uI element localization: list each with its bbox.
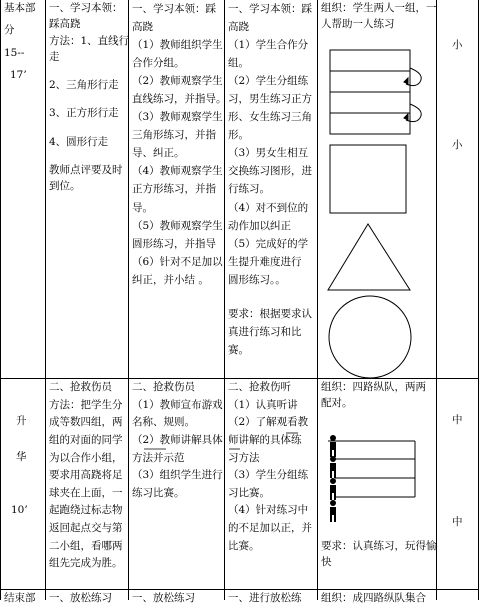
content-line: 高跷 xyxy=(228,21,249,34)
content-line: 一、学习本领： xyxy=(49,2,123,14)
intensity-label: 小 xyxy=(452,139,463,151)
content-line: 动作加以纠正 xyxy=(228,219,291,232)
teaching-content-game xyxy=(49,379,123,573)
section-label: 基本部 xyxy=(4,2,36,14)
student-activities-game xyxy=(228,379,312,555)
content-line: 3、正方形行走 xyxy=(49,107,119,120)
content-line: 组织：学生两人一组，一 xyxy=(321,2,437,14)
section-label: 结束部 xyxy=(4,592,36,604)
content-line: 习方法 xyxy=(228,451,260,464)
content-line: （1）认真听讲 xyxy=(228,398,298,411)
content-line: 2、三角形行走 xyxy=(49,79,119,92)
content-line: 成等数四组，两 xyxy=(49,416,123,429)
content-line: 组织：四路纵队，两两 xyxy=(321,381,426,393)
content-line: 行练习。 xyxy=(228,183,270,196)
content-line: 人帮助一人练习 xyxy=(321,18,395,31)
content-line: （1）教师组织学生 xyxy=(132,39,223,52)
student-figure-icon xyxy=(330,478,336,500)
intensity-label: 中 xyxy=(452,414,463,426)
student-figure-icon xyxy=(330,456,336,478)
student-figure-icon xyxy=(330,500,336,522)
section-name-upgrade xyxy=(11,413,28,518)
content-line: 要求：认真练习，玩得愉 xyxy=(321,540,437,552)
content-line: 二小组，看哪两 xyxy=(49,539,123,552)
content-line: 圆形练习。。 xyxy=(228,273,286,286)
content-line: （1）教师宣布游戏 xyxy=(132,398,223,411)
content-line: 起跑绕过标志物 xyxy=(49,504,123,517)
content-line: 配对。 xyxy=(321,397,353,410)
content-line: 习，男生练习正方 xyxy=(228,93,312,106)
student-activities-end xyxy=(228,590,302,606)
content-line: 名称、规则。 xyxy=(132,416,195,429)
intensity-game-2 xyxy=(452,514,463,530)
content-line: 组织：成四路纵队集合 xyxy=(321,592,426,604)
content-line: 二、抢救伤听 xyxy=(228,381,291,393)
intensity-label: 小 xyxy=(452,39,463,51)
content-line: 形、女生练习三角 xyxy=(228,111,312,124)
section-label: 升 xyxy=(16,415,27,427)
section-label: 分 xyxy=(4,24,15,37)
content-line: 合作分组。 xyxy=(132,57,185,70)
content-line: 一、进行放松练 xyxy=(228,592,302,604)
content-line: 一、放松练习 xyxy=(49,592,112,604)
square-shape-icon xyxy=(330,145,406,213)
requirements-game xyxy=(321,538,437,571)
section-time: 17’ xyxy=(10,68,27,81)
content-line: 师讲解的具体练 xyxy=(228,433,302,446)
content-line: 方法并示范 xyxy=(132,451,185,464)
content-line: 方法：把学生分 xyxy=(49,398,123,411)
content-line: 一、学习本领：踩 xyxy=(228,3,312,15)
teaching-content-end xyxy=(49,590,112,606)
content-line: （2）教师讲解具体 xyxy=(132,433,223,446)
content-line: 方法：1、直线行 xyxy=(49,34,130,47)
content-line: 的不足加以正，并 xyxy=(228,522,312,534)
content-line: 球夹在上面，一 xyxy=(49,486,123,499)
content-line: （5）教师观察学生 xyxy=(132,219,223,232)
content-line: 走 xyxy=(49,50,60,63)
content-line: 组先完成为胜。 xyxy=(49,557,123,570)
content-line: （4）针对练习中 xyxy=(228,504,309,517)
organization-end xyxy=(321,590,426,606)
content-line: 二、抢救伤员 xyxy=(49,381,112,393)
content-line: （2）教师观察学生 xyxy=(132,75,223,88)
content-line: 快 xyxy=(321,556,332,569)
content-line: 导、纠正。 xyxy=(132,147,185,160)
content-line: 正方形练习，并指 xyxy=(132,183,216,196)
content-line: 教师点评要及时 xyxy=(49,163,123,176)
content-line: （6）针对不足加以 xyxy=(132,255,223,268)
content-line: 习比赛。 xyxy=(228,486,270,499)
content-line: （4）对不到位的 xyxy=(228,201,309,214)
content-line: （5）完成好的学 xyxy=(228,237,309,250)
straight-line-lanes-diagram xyxy=(330,50,421,134)
content-line: 为以合作小组， xyxy=(49,451,123,464)
content-line: 真进行练习和比 xyxy=(228,325,302,338)
circle-shape-icon xyxy=(329,296,411,378)
content-line: 生提升难度进行 xyxy=(228,255,302,268)
content-line: 三角形练习，并指 xyxy=(132,129,216,142)
section-label: 华 xyxy=(16,451,27,464)
content-line: 高跷 xyxy=(132,21,153,34)
content-line: 二、抢救伤员 xyxy=(132,381,195,393)
content-line: 要求用高跷将足 xyxy=(49,469,123,482)
content-line: 4、圆形行走 xyxy=(49,135,109,148)
content-line: 返回起点交与第 xyxy=(49,522,123,534)
content-line: 比赛。 xyxy=(228,539,260,552)
student-figure-icon xyxy=(330,435,336,457)
content-line: 到位。 xyxy=(49,180,81,193)
content-line: 组。 xyxy=(228,57,249,70)
content-line: （2）了解观看教 xyxy=(228,416,309,429)
content-line: （3）学生分组练 xyxy=(228,469,309,482)
intensity-game-1 xyxy=(452,412,463,428)
content-line: 导。 xyxy=(132,201,153,214)
content-line: （1）学生合作分 xyxy=(228,39,309,52)
triangle-shape-icon xyxy=(328,224,410,290)
four-lane-relay-diagram xyxy=(328,441,415,497)
content-line: 纠正，并小结 。 xyxy=(132,273,209,286)
content-line: 练习比赛。 xyxy=(132,486,185,499)
intensity-label: 中 xyxy=(452,516,463,528)
content-line: 一、放松练习 xyxy=(132,592,195,604)
teacher-activities-game xyxy=(132,379,223,502)
content-line: （3）男女生相互 xyxy=(228,147,309,160)
content-line: 赛。 xyxy=(228,343,249,356)
content-line: 要求：根据要求认 xyxy=(228,307,312,320)
content-line: 交换练习图形，进 xyxy=(228,165,312,178)
section-name-end xyxy=(4,590,36,606)
content-line: 形。 xyxy=(228,129,249,142)
section-time: 15-- xyxy=(4,46,25,59)
content-line: 圆形练习，并指导 xyxy=(132,237,216,250)
content-line: （3）教师观察学生 xyxy=(132,111,223,124)
section-time: 10’ xyxy=(11,503,28,516)
organization-game xyxy=(321,379,426,412)
content-line: （3）组织学生进行 xyxy=(132,469,223,482)
content-line: 踩高跷 xyxy=(49,18,81,31)
content-line: （4）教师观察学生 xyxy=(132,165,223,178)
content-line: 直线练习，并指导。 xyxy=(132,93,227,106)
content-line: （2）学生分组练 xyxy=(228,75,309,88)
content-line: 组的对面的同学 xyxy=(49,433,123,446)
content-line: 一、学习本领：踩 xyxy=(132,3,216,15)
teacher-activities-end xyxy=(132,590,195,606)
